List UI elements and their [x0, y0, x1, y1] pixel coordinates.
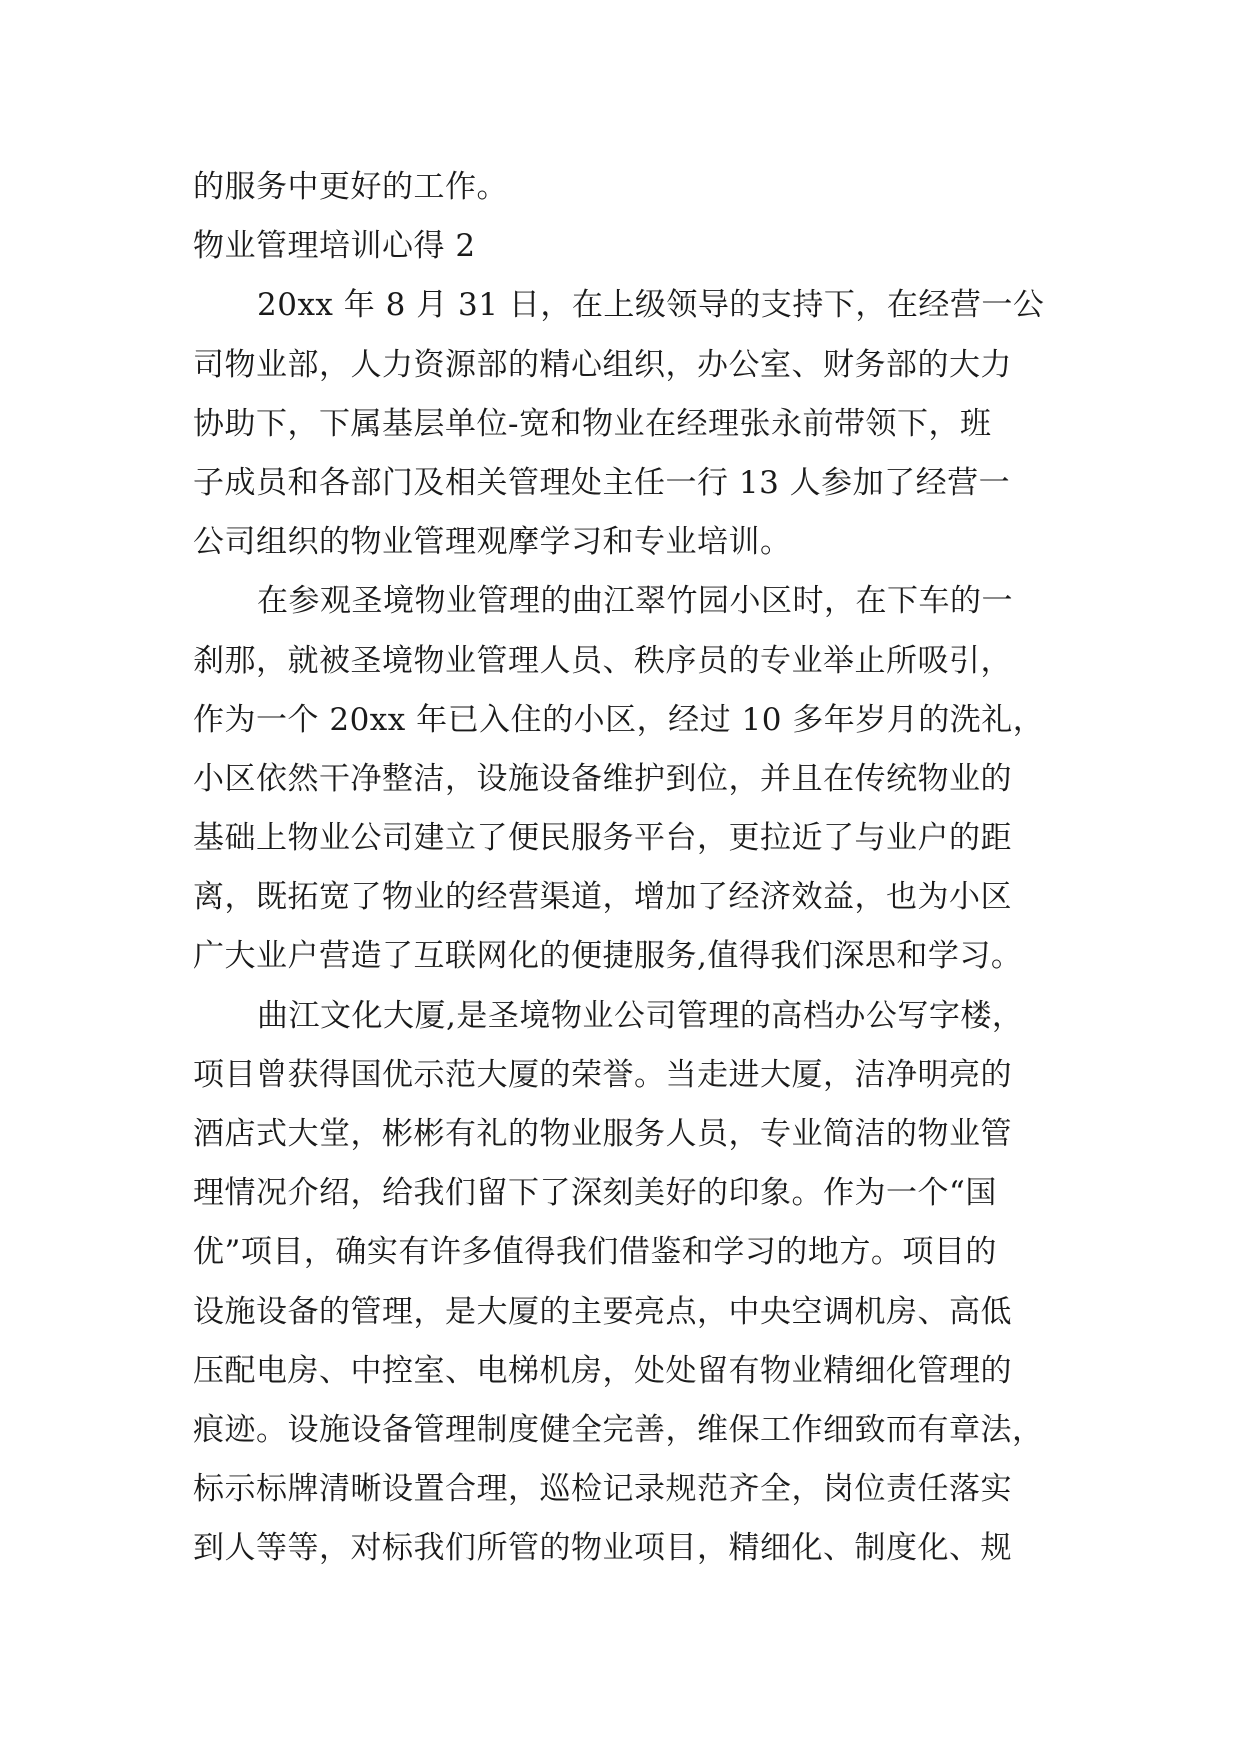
text-line: 曲江文化大厦,是圣境物业公司管理的高档办公写字楼，	[257, 997, 1024, 1034]
text-line: 小区依然干净整洁，设施设备维护到位，并且在传统物业的	[193, 760, 1012, 797]
text-line: 酒店式大堂，彬彬有礼的物业服务人员，专业简洁的物业管	[193, 1116, 1012, 1152]
text-line: 刹那，就被圣境物业管理人员、秩序员的专业举止所吸引，	[193, 642, 1012, 679]
text-line: 子成员和各部门及相关管理处主任一行 13 人参加了经营一	[193, 464, 1011, 501]
text-line: 离，既拓宽了物业的经营渠道，增加了经济效益，也为小区	[193, 879, 1012, 916]
text-line: 公司组织的物业管理观摩学习和专业培训。	[193, 524, 792, 561]
text-line: 痕迹。设施设备管理制度健全完善，维保工作细致而有章法，	[193, 1411, 1044, 1448]
text-line: 理情况介绍，给我们留下了深刻美好的印象。作为一个“国	[193, 1175, 997, 1212]
text-line: 到人等等，对标我们所管的物业项目，精细化、制度化、规	[193, 1530, 1012, 1567]
text-line: 项目曾获得国优示范大厦的荣誉。当走进大厦，洁净明亮的	[193, 1056, 1012, 1093]
text-line: 压配电房、中控室、电梯机房，处处留有物业精细化管理的	[193, 1352, 1012, 1389]
text-line: 作为一个 20xx 年已入住的小区，经过 10 多年岁月的洗礼，	[193, 701, 1045, 738]
text-line: 标示标牌清晰设置合理，巡检记录规范齐全，岗位责任落实	[193, 1471, 1012, 1508]
text-line: 优”项目，确实有许多值得我们借鉴和学习的地方。项目的	[193, 1234, 997, 1271]
text-line: 设施设备的管理，是大厦的主要亮点，中央空调机房、高低	[193, 1293, 1012, 1330]
text-line: 20xx 年 8 月 31 日，在上级领导的支持下，在经营一公	[257, 287, 1045, 324]
document-body	[193, 158, 1073, 1579]
section-heading: 物业管理培训心得 2	[193, 228, 476, 265]
text-line: 协助下，下属基层单位-宽和物业在经理张永前带领下，班	[193, 405, 992, 442]
text-line: 司物业部，人力资源部的精心组织，办公室、财务部的大力	[193, 346, 1012, 383]
text-line: 的服务中更好的工作。	[193, 169, 508, 205]
text-line: 广大业户营造了互联网化的便捷服务,值得我们深思和学习。	[193, 938, 1023, 975]
text-line: 基础上物业公司建立了便民服务平台，更拉近了与业户的距	[193, 820, 1012, 857]
text-line: 在参观圣境物业管理的曲江翠竹园小区时，在下车的一	[257, 583, 1013, 620]
